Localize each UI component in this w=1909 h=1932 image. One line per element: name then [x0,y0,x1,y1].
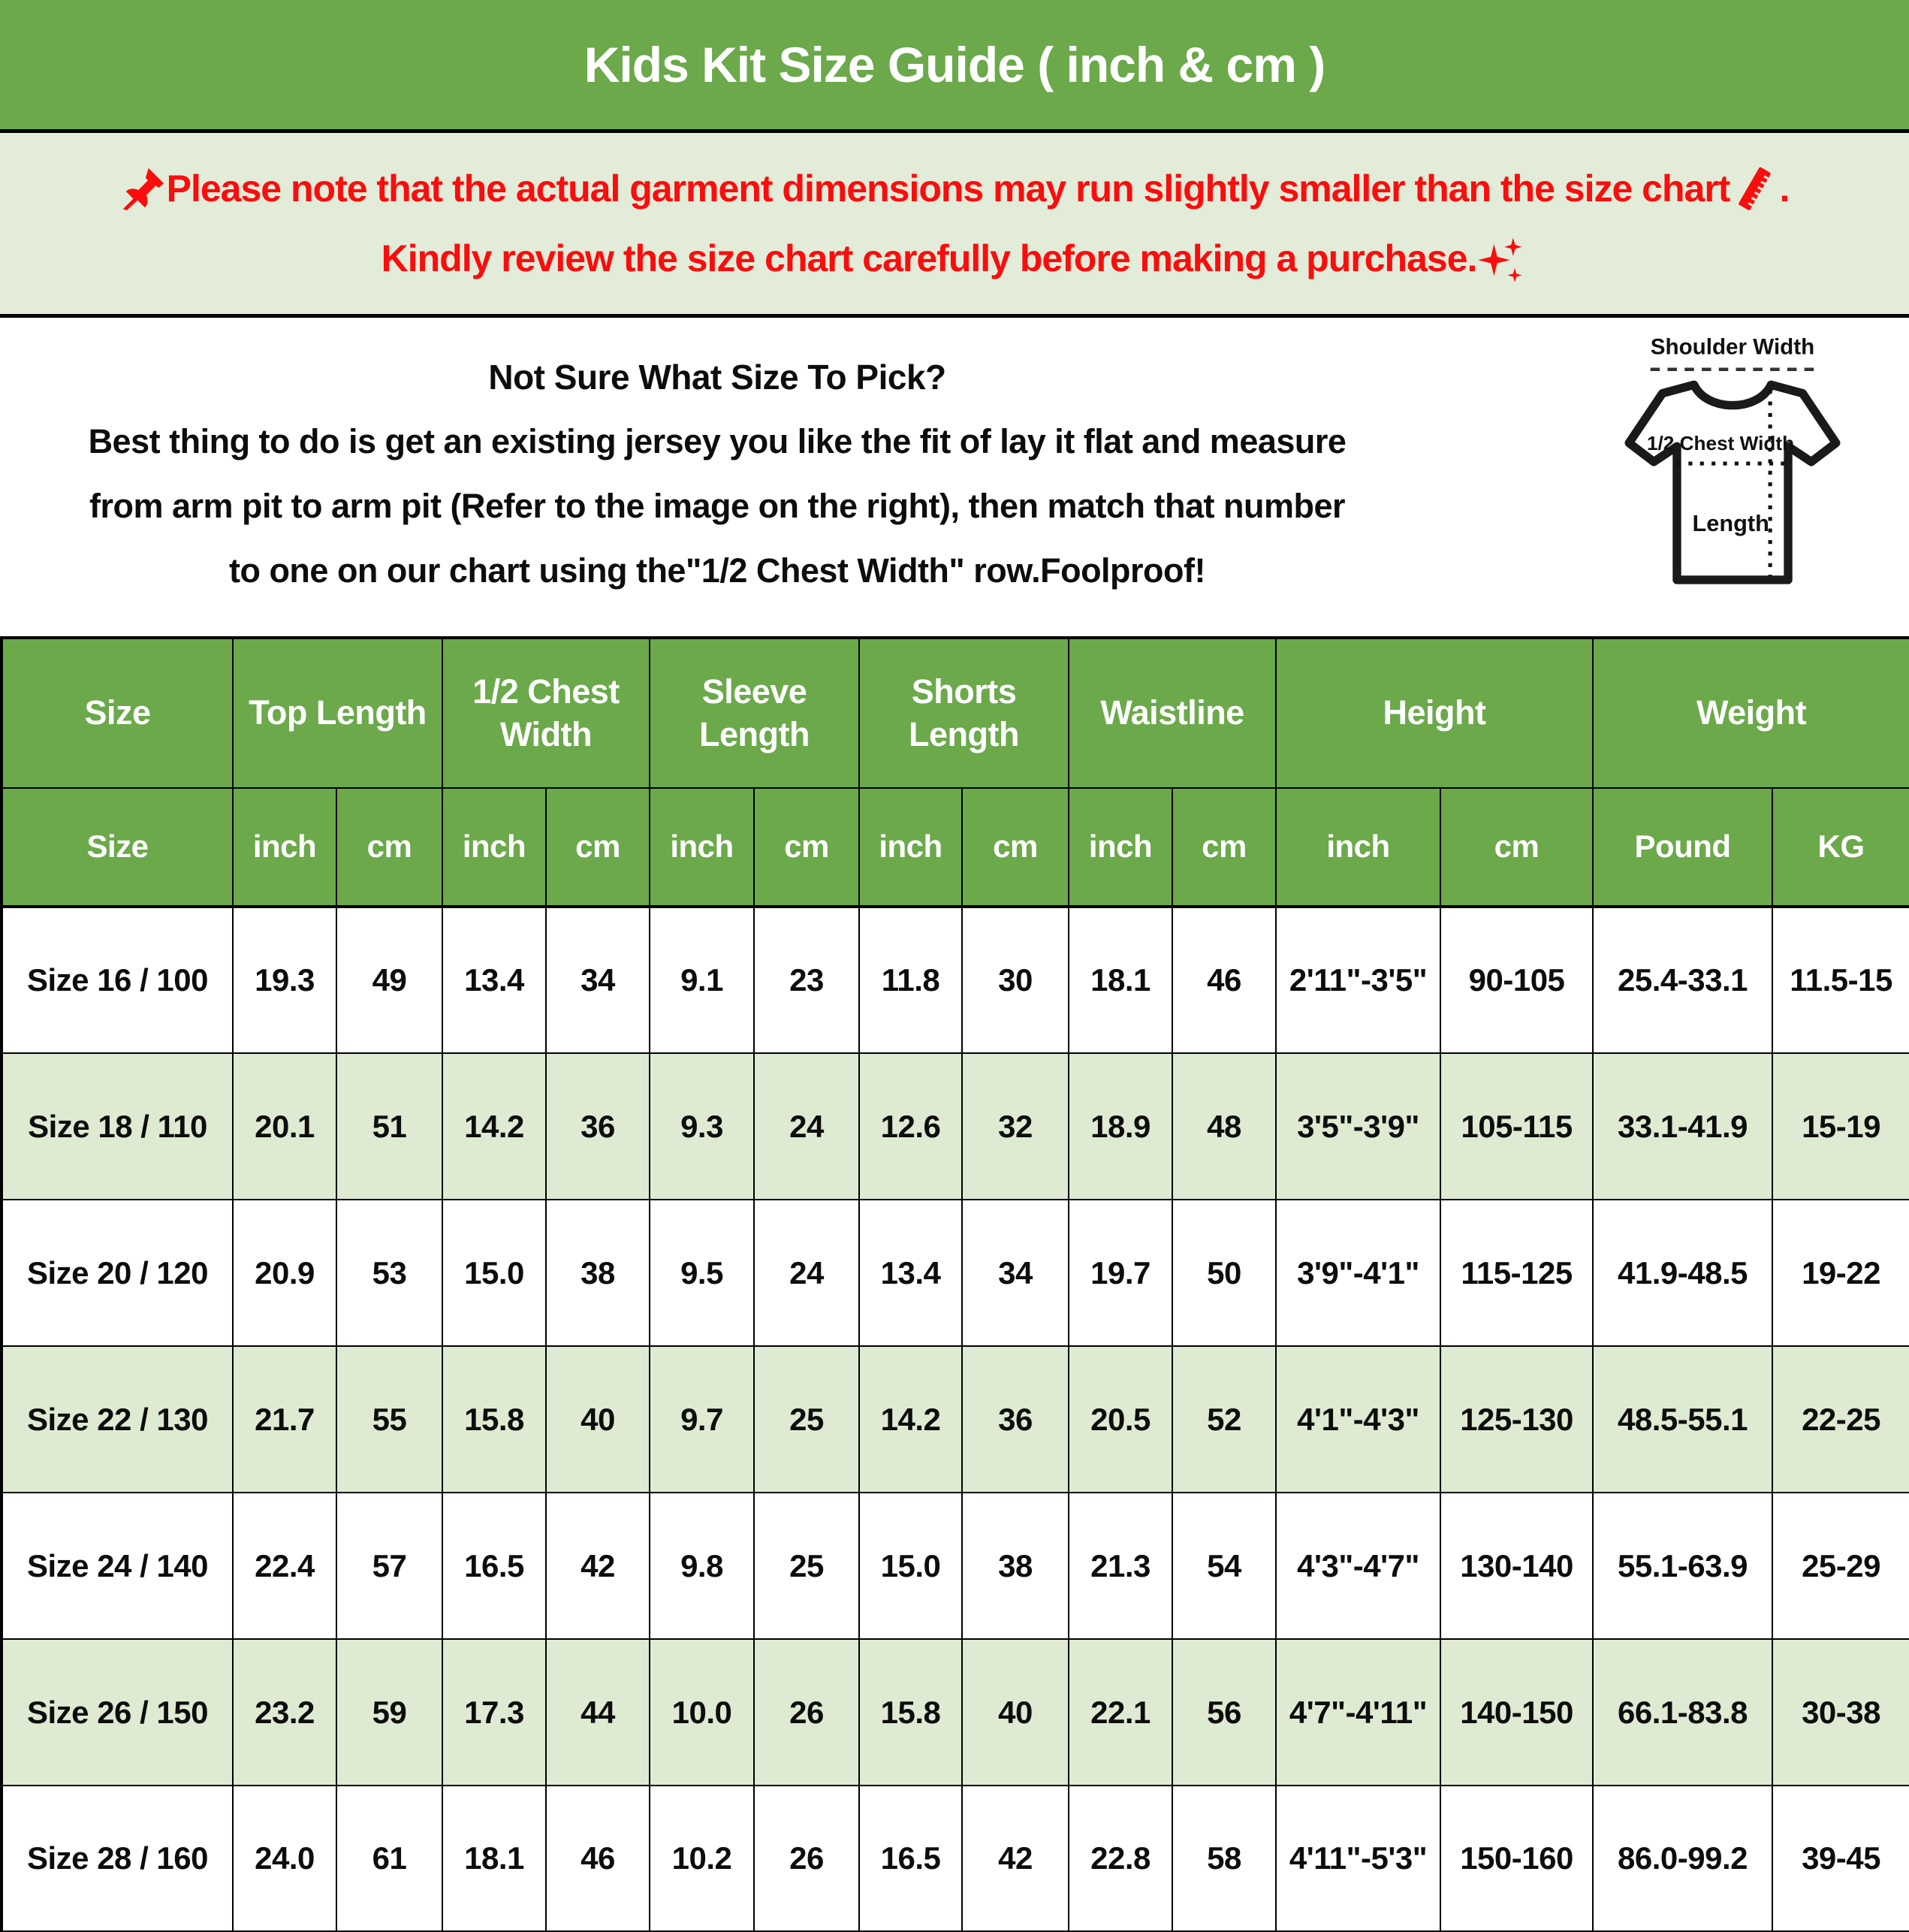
ruler-icon [1730,164,1779,213]
table-group-header-row [2,638,1909,788]
measurement-cell: 50 [1172,1200,1276,1346]
unit-header: cm [962,788,1069,907]
measurement-cell: 66.1-83.8 [1593,1639,1772,1786]
measurement-cell: 39-45 [1772,1786,1909,1932]
unit-header: inch [442,788,546,907]
row-size-label: Size 28 / 160 [2,1786,233,1932]
measurement-cell: 14.2 [442,1053,546,1200]
measurement-cell: 20.1 [233,1053,336,1200]
measurement-cell: 49 [336,907,442,1053]
measurement-cell: 19.7 [1069,1200,1172,1346]
measurement-cell: 115-125 [1440,1200,1593,1346]
row-size-label: Size 18 / 110 [2,1053,233,1200]
measurement-cell: 3'5"-3'9" [1276,1053,1440,1200]
measurement-cell: 24 [754,1053,859,1200]
measurement-cell: 9.3 [650,1053,754,1200]
table-row [2,1200,1909,1346]
measurement-cell: 38 [546,1200,650,1346]
page-title: Kids Kit Size Guide ( inch & cm ) [584,37,1325,92]
measurement-cell: 17.3 [442,1639,546,1786]
measurement-cell: 25 [754,1493,859,1639]
column-header-shorts-length: Shorts Length [859,638,1069,788]
measurement-cell: 36 [546,1053,650,1200]
row-size-label: Size 16 / 100 [2,907,233,1053]
measurement-cell: 30 [962,907,1069,1053]
unit-header: inch [859,788,962,907]
measurement-cell: 33.1-41.9 [1593,1053,1772,1200]
measurement-cell: 48.5-55.1 [1593,1346,1772,1493]
unit-header: Pound [1593,788,1772,907]
measurement-cell: 140-150 [1440,1639,1593,1786]
measurement-cell: 61 [336,1786,442,1932]
measurement-cell: 15.0 [859,1493,962,1639]
unit-header: inch [233,788,336,907]
measurement-cell: 30-38 [1772,1639,1909,1786]
measurement-cell: 4'11"-5'3" [1276,1786,1440,1932]
sparkles-icon [1476,233,1528,284]
measurement-cell: 40 [962,1639,1069,1786]
unit-header: cm [336,788,442,907]
tshirt-outline [1629,385,1836,580]
unit-header: cm [1440,788,1593,907]
measurement-cell: 4'1"-4'3" [1276,1346,1440,1493]
measurement-cell: 18.1 [1069,907,1172,1053]
measurement-cell: 90-105 [1440,907,1593,1053]
size-help-text [0,345,1434,603]
measurement-cell: 10.2 [650,1786,754,1932]
measurement-cell: 15.8 [442,1346,546,1493]
row-size-label: Size 24 / 140 [2,1493,233,1639]
measurement-cell: 46 [546,1786,650,1932]
measurement-cell: 16.5 [859,1786,962,1932]
measurement-cell: 22.8 [1069,1786,1172,1932]
measurement-cell: 46 [1172,907,1276,1053]
measurement-cell: 23 [754,907,859,1053]
table-row [2,1053,1909,1200]
measurement-cell: 105-115 [1440,1053,1593,1200]
size-help-line-2: from arm pit to arm pit (Refer to the image on the right), then match that number [89,487,1346,525]
measurement-cell: 22.1 [1069,1639,1172,1786]
measurement-cell: 150-160 [1440,1786,1593,1932]
measurement-cell: 15.0 [442,1200,546,1346]
note-banner [0,133,1909,318]
measurement-cell: 52 [1172,1346,1276,1493]
chest-width-label: 1/2 Chest Width [1646,431,1795,454]
measurement-cell: 59 [336,1639,442,1786]
measurement-cell: 48 [1172,1053,1276,1200]
measurement-cell: 44 [546,1639,650,1786]
size-help-line-1: Best thing to do is get an existing jersey you like the fit of lay it flat and measure [88,422,1347,460]
column-header-sleeve-length: Sleeve Length [650,638,859,788]
size-help-line-3: to one on our chart using the"1/2 Chest Width" row.Foolproof! [228,551,1206,590]
row-size-label: Size 22 / 130 [2,1346,233,1493]
measurement-cell: 125-130 [1440,1346,1593,1493]
measurement-cell: 9.7 [650,1346,754,1493]
measurement-cell: 9.5 [650,1200,754,1346]
measurement-cell: 25 [754,1346,859,1493]
measurement-cell: 55 [336,1346,442,1493]
measurement-cell: 34 [962,1200,1069,1346]
table-row [2,1493,1909,1639]
title-bar [0,0,1909,133]
measurement-cell: 40 [546,1346,650,1493]
measurement-cell: 12.6 [859,1053,962,1200]
measurement-cell: 21.7 [233,1346,336,1493]
measurement-cell: 25.4-33.1 [1593,907,1772,1053]
measurement-cell: 14.2 [859,1346,962,1493]
measurement-cell: 20.9 [233,1200,336,1346]
measurement-cell: 4'3"-4'7" [1276,1493,1440,1639]
measurement-cell: 42 [962,1786,1069,1932]
unit-header: cm [546,788,650,907]
row-size-label: Size 20 / 120 [2,1200,233,1346]
length-label: Length [1692,510,1769,537]
pushpin-icon [120,165,167,212]
row-size-label: Size 26 / 150 [2,1639,233,1786]
unit-header: inch [1069,788,1172,907]
measurement-cell: 11.8 [859,907,962,1053]
unit-header: KG [1772,788,1909,907]
measurement-cell: 18.9 [1069,1053,1172,1200]
unit-header: Size [2,788,233,907]
measurement-cell: 34 [546,907,650,1053]
table-row [2,1346,1909,1493]
measurement-cell: 16.5 [442,1493,546,1639]
unit-header: cm [754,788,859,907]
measurement-cell: 23.2 [233,1639,336,1786]
table-unit-header-row [2,788,1909,907]
size-table [0,636,1909,1932]
measurement-cell: 24.0 [233,1786,336,1932]
measurement-cell: 53 [336,1200,442,1346]
measurement-cell: 25-29 [1772,1493,1909,1639]
measurement-cell: 10.0 [650,1639,754,1786]
measurement-cell: 26 [754,1786,859,1932]
table-row [2,1786,1909,1932]
measurement-cell: 56 [1172,1639,1276,1786]
measurement-cell: 4'7"-4'11" [1276,1639,1440,1786]
table-row [2,1639,1909,1786]
measurement-cell: 9.8 [650,1493,754,1639]
note-text-1-end: . [1779,167,1790,210]
measurement-cell: 21.3 [1069,1493,1172,1639]
column-header-size: Size [2,638,233,788]
measurement-cell: 22-25 [1772,1346,1909,1493]
measurement-cell: 38 [962,1493,1069,1639]
measurement-cell: 54 [1172,1493,1276,1639]
measurement-cell: 42 [546,1493,650,1639]
measurement-cell: 2'11"-3'5" [1276,907,1440,1053]
size-help-heading: Not Sure What Size To Pick? [488,358,946,397]
measurement-cell: 36 [962,1346,1069,1493]
measurement-cell: 19.3 [233,907,336,1053]
unit-header: cm [1172,788,1276,907]
column-header-chest-width: 1/2 Chest Width [442,638,650,788]
measurement-cell: 15-19 [1772,1053,1909,1200]
note-text-1: Please note that the actual garment dimensions may run slightly smaller than the size chart [166,167,1730,210]
measurement-cell: 41.9-48.5 [1593,1200,1772,1346]
measurement-cell: 86.0-99.2 [1593,1786,1772,1932]
size-help-section [0,318,1909,636]
unit-header: inch [1276,788,1440,907]
measurement-cell: 58 [1172,1786,1276,1932]
measurement-cell: 26 [754,1639,859,1786]
note-line-1 [120,164,1790,213]
measurement-cell: 24 [754,1200,859,1346]
measurement-cell: 57 [336,1493,442,1639]
measurement-cell: 18.1 [442,1786,546,1932]
tshirt-diagram [1579,325,1886,626]
column-header-weight: Weight [1593,638,1909,788]
table-body [2,907,1909,1932]
table-row [2,907,1909,1053]
column-header-waistline: Waistline [1069,638,1276,788]
shoulder-width-label: Shoulder Width [1650,334,1815,360]
unit-header: inch [650,788,754,907]
measurement-cell: 9.1 [650,907,754,1053]
measurement-cell: 20.5 [1069,1346,1172,1493]
note-line-2 [381,233,1528,284]
column-header-top-length: Top Length [233,638,442,788]
measurement-cell: 22.4 [233,1493,336,1639]
measurement-cell: 15.8 [859,1639,962,1786]
measurement-cell: 13.4 [442,907,546,1053]
measurement-cell: 51 [336,1053,442,1200]
measurement-cell: 13.4 [859,1200,962,1346]
note-text-2: Kindly review the size chart carefully before making a purchase. [381,237,1477,279]
measurement-cell: 19-22 [1772,1200,1909,1346]
column-header-height: Height [1276,638,1593,788]
measurement-cell: 3'9"-4'1" [1276,1200,1440,1346]
measurement-cell: 55.1-63.9 [1593,1493,1772,1639]
measurement-cell: 32 [962,1053,1069,1200]
measurement-cell: 130-140 [1440,1493,1593,1639]
measurement-cell: 11.5-15 [1772,907,1909,1053]
